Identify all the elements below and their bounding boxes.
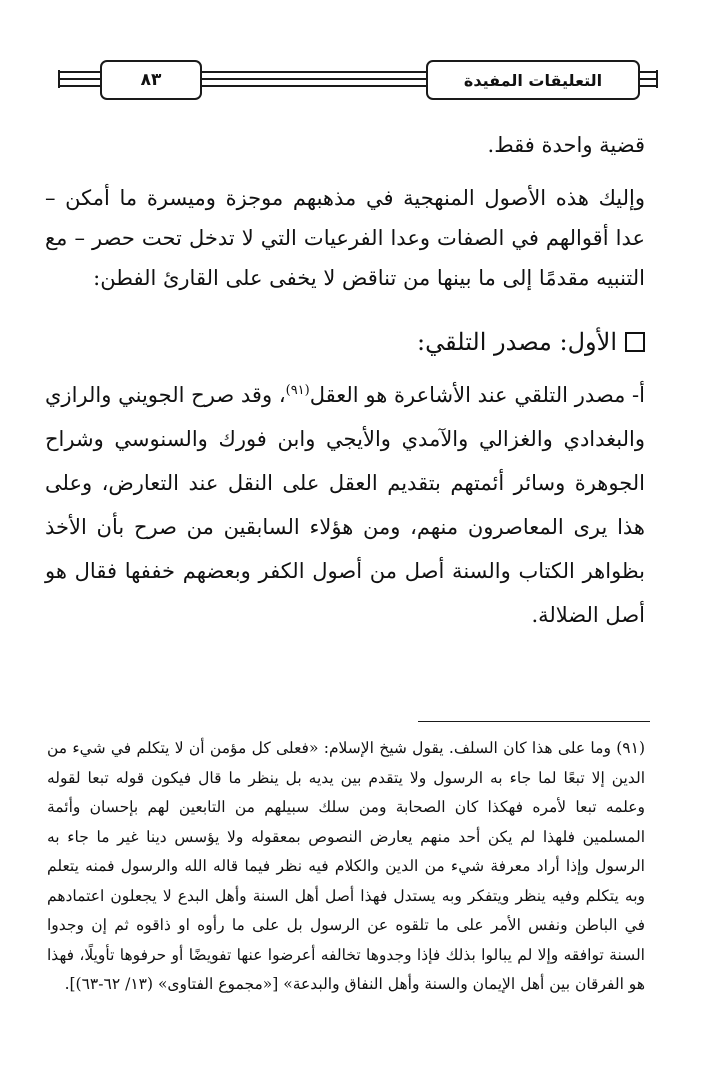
header-rule-end: [652, 70, 658, 88]
paragraph-3: [45, 373, 645, 637]
paragraph-1: قضية واحدة فقط.: [487, 133, 645, 157]
page-number: ٨٣: [100, 60, 202, 100]
header-rule-end: [58, 70, 64, 88]
footnote: (٩١) وما على هذا كان السلف. يقول شيخ الإسلام: «فعلى كل مؤمن أن لا يتكلم في شيء من الدين إلا تبعًا لما جاء به الرسول ولا يتقدم بين يديه بل ينظر ما قال فيكون قوله تبعا لقوله وعلمه تبعا لأمره فهكذا كان الصحابة ومن سلك سبيلهم من التابعين لهم بإحسان وأئمة المسلمين فلهذا لم يكن أحد منهم يعارض النصوص بمعقوله ولا يؤسس دينا غير ما جاء به الرسول وإذا أراد معرفة شيء من الدين والكلام فيه نظر فيما قاله الله والرسول فمنه يتعلم وبه يتكلم وفيه ينظر ويتفكر وبه يستدل فهذا أصل أهل السنة وأهل البدع لا يجعلون اعتمادهم في الباطن ونفس الأمر على ما تلقوه عن الرسول بل على ما رأوه او ذاقوه ثم إن وجدوا السنة توافقه وإلا لم يبالوا بذلك فإذا وجدوها تخالفه أعرضوا عنها تفويضًا أو حرفوها تأويلًا، فهذا هو الفرقان بين أهل الإيمان والسنة وأهل النفاق والبدعة» [«مجموع الفتاوى» (١٣/ ٦٢-٦٣)].: [47, 739, 645, 993]
running-title: التعليقات المفيدة: [426, 60, 640, 100]
section-title: الأول: مصدر التلقي:: [417, 328, 617, 356]
paragraph-3-rest: ، وقد صرح الجويني والرازي والبغدادي والغزالي والآمدي والأيجي وابن فورك والسنوسي وشراح الجوهرة وسائر أئمتهم بتقديم العقل على النقل عند التعارض، وعلى هذا يرى المعاصرون منهم، ومن هؤلاء السابقين من صرح بأن الأخذ بظواهر الكتاب والسنة أصل من أصول الكفر وبعضهم خففها فقال هو أصل الضلالة.: [45, 383, 645, 627]
section-heading: [45, 322, 645, 362]
paragraph-2: وإليك هذه الأصول المنهجية في مذهبهم موجزة وميسرة ما أمكن – عدا أقوالهم في الصفات وعدا الفرعيات التي لا تدخل تحت حصر – مع التنبيه مقدمًا إلى ما بينها من تناقض لا يخفى على القارئ الفطن:: [45, 186, 645, 290]
footnote-separator: [418, 721, 650, 722]
checkbox-square-icon: [625, 332, 645, 352]
paragraph-3-start: أ- مصدر التلقي عند الأشاعرة هو العقل: [309, 383, 645, 407]
page-header: [58, 60, 658, 100]
footnote-reference[interactable]: (٩١): [285, 383, 310, 398]
